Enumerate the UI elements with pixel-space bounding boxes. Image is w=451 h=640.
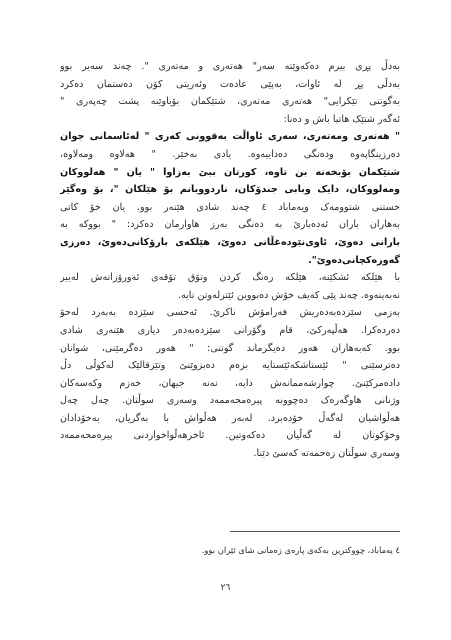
text-line: " هەتەری ومەتەری، سەری ئاواڵت بەقوونی کەری " لەئاسمانی جوان [60,131,400,143]
text-line: بەدڵ پڕی بیرم دەکەوێتە سەر" هەتەری و مەتەری ". چەند سەیر بوو [60,61,400,72]
text-line: دەرزینگاپەوە ودەنگی دەداییەوە. یادی بەخێر. " هەلاوە ومەلاوە، [60,148,400,160]
text-line: خستنی شتوومەک ویەماباد ٤ چەند شادی هێنەر بوو. یان خۆ کاتی [60,201,400,213]
text-line: وژنانی هاوگەرەک دەچوونە پیرەمحەممەد وسەری سوڵتان. چەل چەل [60,395,400,407]
footnote: ٤ یەماباد، چووکترین بەکەی پارەی زەمانی شای ئێران بوو. [201,545,400,555]
page-number: ٢٦ [220,583,231,593]
text-line: ومەلووکان، دایک وبابی جندۆکان، ناردوویانم بۆ هێلکان "، بۆ وەگێر [60,184,400,196]
text-line: وسەری سوڵتان زەحمەتە کەسێ دێنا. [253,448,400,460]
text-line: دەردەکرا. هەڵپەرکێ، قام وگۆرانی سێزدەبەدەر دیاری هێنەری شادی [60,324,400,336]
text-line: بەهاران باران ئەدەبارێ بە دەنگی بەرز هاوارمان دەکرد: " بووکە بە [60,219,400,231]
footnote-divider [230,531,400,532]
text-line: دادەمرکێنێ. چوارشەممانەش دایە، نەنە جیهان، خەزم وکەسەکان [60,377,400,389]
text-line: نەبەینەوە. چەند پێی کەیف خۆش دەبووین ئێترلەوتن نایە. [177,289,400,301]
text-line: با هێلکە ئشکێنە، هێلکە رەنگ کردن وتۆق تۆقەی ئەورۆزانەش لەبیر [60,272,400,284]
text-line: گەورەکچانی‌دەوێ". [308,254,400,266]
text-line: وخۆکوتان لە گەڵیان دەکەوتین. ئاخرهەڵواخواردنی پیرەمحەممەد [60,430,400,442]
body-text [60,58,400,463]
text-line: دەترسێنی " ئێستاشکەئێستایە بزەم دەبزوێنێ وتێزقالێک لەکوڵی دڵ [60,360,400,372]
text-line: بوو. کەبەهاران هەور دەیگرماند گوتنی: " هەور دەگرمێنی، شوانان [60,342,400,354]
text-line: شتێکمان بۆبخەنە بن تاوە، کورتان ببێ بەزاوا " یان " هەلووکان [60,166,400,178]
text-line: بەزمی سێزدەبەدەریش فەرامۆش ناکرێ. ئەحسی سێزدە بەبەرد لەحۆ [60,307,400,319]
text-line: بارانی دەوێ، ئاوی‌نێودەغڵانی دەوێ، هێلکەی بارۆکانی‌دەوێ، دەرزی [60,236,400,248]
text-line: بەدڵی پڕ لە ئاوات، بەپێی عادەت وئەریتی کۆن دەستمان دەکرد [60,78,400,90]
text-line: هەڵواشیان لەگەڵ خۆدەبرد. لەبەر هەڵواش با بەگریان، بەخۆدادان [60,412,400,424]
text-line: بەگوتنی تێکرایی" هەتەری مەتەری، شتێکمان بۆباوێنە پشت چەپەری " [60,96,400,108]
text-line: ئەگەر شتێک هاتبا باش و دەنا: [283,113,400,125]
